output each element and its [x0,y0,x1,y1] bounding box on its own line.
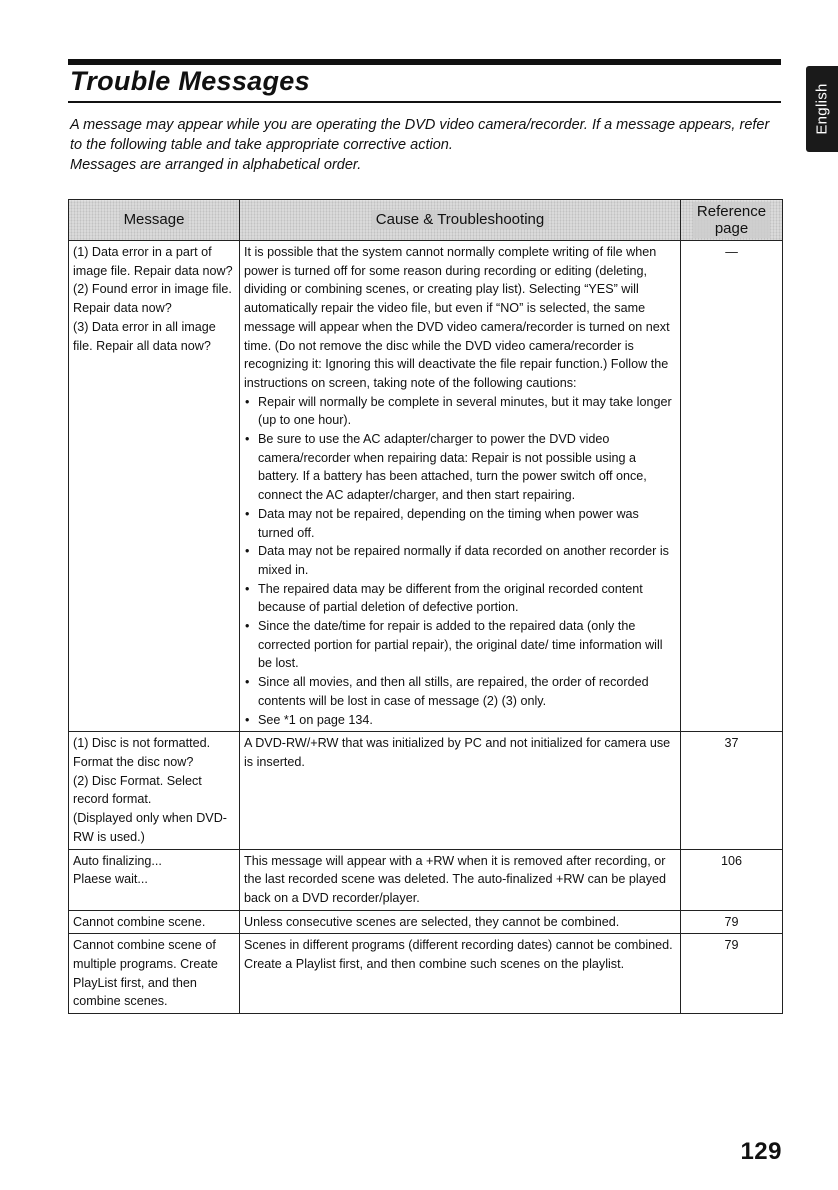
top-rule [68,59,781,65]
reference-page-cell: — [681,241,783,732]
intro-line-1: A message may appear while you are operating the DVD video camera/recorder. If a message appears, refer to the following table and take appropriate corrective action. [70,117,770,153]
intro-line-2: Messages are arranged in alphabetical order. [70,157,362,173]
caution-item: • See *1 on page 134. [244,711,676,730]
header-message [69,200,240,241]
reference-page-cell: 79 [681,934,783,1014]
header-reference-line-2: page [714,219,749,237]
header-reference [681,200,783,241]
header-cause-label: Cause & Troubleshooting [372,210,548,229]
caution-item: • Be sure to use the AC adapter/charger to power the DVD video camera/recorder when repairing data: Repair is not possible using a battery. If a battery has been attached, turn the power switch off once, connect the AC adapter/charger, and then start repairing. [244,430,676,505]
header-reference-label [693,202,770,238]
cause-cell: Scenes in different programs (different recording dates) cannot be combined. Create a Playlist first, and then combine such scenes on the playlist. [240,934,681,1014]
reference-page-cell: 106 [681,849,783,910]
message-cell: Cannot combine scene. [69,910,240,934]
title-underline [68,101,781,103]
caution-item: • Data may not be repaired, depending on the timing when power was turned off. [244,505,676,542]
header-cause [240,200,681,241]
table-header-row [69,200,783,241]
cause-cell: A DVD-RW/+RW that was initialized by PC and not initialized for camera use is inserted. [240,732,681,849]
table-row [69,910,783,934]
page-title: Trouble Messages [70,66,310,96]
caution-item: • Data may not be repaired normally if data recorded on another recorder is mixed in. [244,542,676,579]
language-tab-label: English [813,83,831,135]
cause-text: It is possible that the system cannot normally complete writing of file when power is turned off for some reason during recording or editing (deleting, dividing or combining scenes, or creating play list). Selecting “YES” will automatically repair the video file, but even if “NO” is selected, the same message will appear when the DVD video camera/recorder is turned on next time. (Do not remove the disc while the DVD video camera/recorder is recognizing it: Ignoring this will deactivate the file repair function.) Follow the instructions on screen, taking note of the following cautions: [244,245,670,390]
page-number: 129 [740,1138,782,1165]
header-reference-line-1: Reference [696,202,767,220]
trouble-messages-table [68,199,783,1014]
table-row [69,241,783,732]
reference-page-cell: 37 [681,732,783,849]
message-cell: Cannot combine scene of multiple programs. Create PlayList first, and then combine scenes. [69,934,240,1014]
caution-item: • Since the date/time for repair is added to the repaired data (only the corrected portion for partial repair), the original date/ time information will be lost. [244,617,676,673]
cause-cell: Unless consecutive scenes are selected, they cannot be combined. [240,910,681,934]
caution-item: • Repair will normally be complete in several minutes, but it may take longer (up to one hour). [244,393,676,430]
message-cell: (1) Disc is not formatted. Format the disc now? (2) Disc Format. Select record format. (Displayed only when DVD-RW is used.) [69,732,240,849]
message-cell: (1) Data error in a part of image file. Repair data now? (2) Found error in image file. Repair data now? (3) Data error in all image file. Repair all data now? [69,241,240,732]
header-message-label: Message [120,210,189,229]
caution-item: • The repaired data may be different from the original recorded content because of partial deletion of defective portion. [244,580,676,617]
table-row [69,732,783,849]
cause-cell: This message will appear with a +RW when it is removed after recording, or the last recorded scene was deleted. The auto-finalized +RW can be played back on a DVD recorder/player. [240,849,681,910]
caution-list [244,393,676,730]
cause-cell [240,241,681,732]
caution-item: • Since all movies, and then all stills, are repaired, the order of recorded contents will be lost in case of message (2) (3) only. [244,673,676,710]
message-cell: Auto finalizing... Plaese wait... [69,849,240,910]
reference-page-cell: 79 [681,910,783,934]
table-row [69,849,783,910]
language-tab [806,66,838,152]
intro-text [70,115,770,175]
table-row [69,934,783,1014]
